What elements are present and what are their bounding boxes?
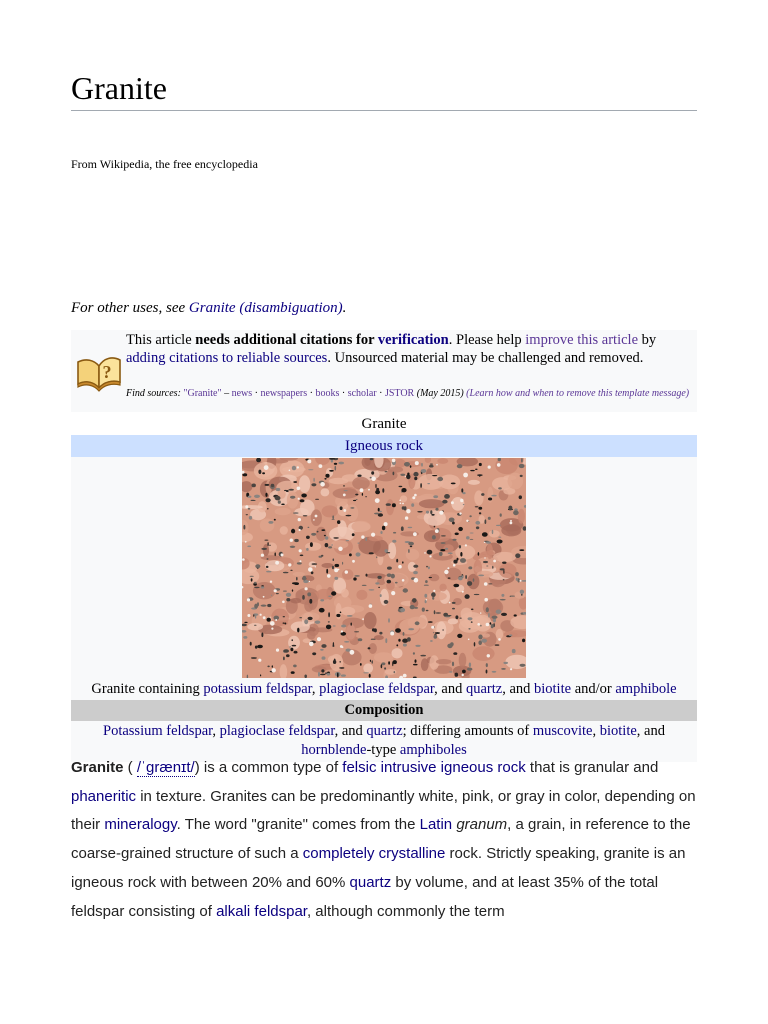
notice-text-2: . Please help — [448, 332, 526, 348]
improve-article-link[interactable]: improve this article — [525, 332, 639, 348]
tagline: From Wikipedia, the free encyclopedia — [71, 157, 258, 171]
ipa-pronunciation-link[interactable]: /ˈɡrænɪt/ — [136, 759, 195, 776]
para-text: . The word "granite" comes from the — [176, 816, 420, 834]
biotite-link[interactable]: biotite — [534, 681, 572, 697]
comp-sep: , — [212, 723, 220, 739]
comp-muscovite-link[interactable]: muscovite — [532, 723, 593, 739]
lead-term: Granite — [71, 759, 124, 776]
hatnote-suffix: . — [342, 300, 347, 316]
comp-sep: , — [592, 723, 600, 739]
hatnote-prefix: For other uses, see — [71, 300, 189, 316]
infobox-image-cell — [71, 457, 697, 679]
infobox — [71, 413, 697, 762]
comp-sep: -type — [366, 742, 400, 758]
find-jstor-link[interactable]: JSTOR — [384, 388, 415, 399]
find-query-link[interactable]: "Granite" — [183, 388, 222, 399]
image-caption — [71, 679, 697, 700]
book-question-icon — [74, 348, 124, 392]
comp-sep: ; differing amounts of — [402, 723, 533, 739]
para-text: , although commonly the term — [306, 902, 505, 920]
find-scholar-link[interactable]: scholar — [347, 388, 377, 399]
latin-word: granum — [456, 816, 508, 834]
learn-remove-link[interactable]: (Learn how and when to remove this template message) — [466, 388, 690, 399]
infobox-header — [71, 435, 697, 457]
para-text: in texture. Granites can be predominantly white, pink, or gray in color, depending on their — [71, 787, 696, 834]
caption-text: Granite containing — [91, 681, 204, 697]
alkali-feldspar-link[interactable]: alkali feldspar — [216, 902, 307, 920]
para-text: ( — [123, 759, 137, 776]
separator: · — [339, 388, 348, 399]
felsic-link[interactable]: felsic — [342, 759, 377, 776]
separator: · — [376, 388, 385, 399]
completely-crystalline-link[interactable]: completely crystalline — [302, 845, 446, 863]
separator: · — [307, 388, 316, 399]
find-news-link[interactable]: news — [231, 388, 253, 399]
para-text: , a grain, in reference to the coarse-grained structure of such a — [71, 816, 691, 863]
caption-sep: and/or — [571, 681, 616, 697]
igneous-rock-link[interactable]: Igneous rock — [345, 438, 423, 454]
para-text: ) is a common type of — [194, 759, 343, 776]
verification-link[interactable]: verification — [377, 332, 449, 348]
caption-sep: , and — [434, 681, 466, 697]
comp-sep: , and — [334, 723, 367, 739]
plagioclase-feldspar-link[interactable]: plagioclase feldspar — [319, 681, 435, 697]
quartz-link[interactable]: quartz — [465, 681, 503, 697]
para-text: rock. Strictly speaking, granite is an igneous rock with between 20% and 60% — [71, 845, 686, 891]
comp-amphiboles-link[interactable]: amphiboles — [399, 742, 467, 758]
separator: · — [252, 388, 261, 399]
page-title: Granite — [71, 70, 167, 106]
disambiguation-link[interactable]: Granite (disambiguation) — [188, 300, 343, 316]
quartz-body-link[interactable]: quartz — [349, 873, 392, 891]
para-text: that is granular and — [525, 759, 659, 776]
notice-text-3: by — [638, 332, 657, 348]
comp-plagioclase-link[interactable]: plagioclase feldspar — [219, 723, 335, 739]
title-divider — [71, 110, 697, 111]
comp-sep: , and — [636, 723, 665, 739]
infobox-title: Granite — [71, 413, 697, 435]
notice-bold: needs additional citations for — [195, 332, 378, 348]
adding-citations-link[interactable]: adding citations to reliable sources — [126, 350, 328, 366]
citation-needed-box — [71, 330, 697, 412]
comp-potassium-feldspar-link[interactable]: Potassium feldspar — [103, 723, 213, 739]
caption-sep: , and — [502, 681, 534, 697]
find-newspapers-link[interactable]: newspapers — [260, 388, 308, 399]
comp-hornblende-link[interactable]: hornblende — [301, 742, 367, 758]
composition-header: Composition — [71, 700, 697, 721]
para-text: by volume, and at least 35% of the total feldspar consisting of — [71, 873, 659, 920]
granite-image[interactable] — [242, 458, 526, 678]
notice-text-1: This article — [126, 332, 196, 348]
caption-sep: , — [311, 681, 320, 697]
svg-text:?: ? — [102, 362, 112, 382]
amphibole-link[interactable]: amphibole — [615, 681, 677, 697]
find-books-link[interactable]: books — [315, 388, 340, 399]
article-paragraph — [71, 754, 697, 926]
notice-text-4: . Unsourced material may be challenged and removed. — [327, 350, 644, 366]
find-dash: – — [221, 388, 232, 399]
latin-link[interactable]: Latin — [419, 816, 453, 834]
notice-date: (May 2015) — [414, 388, 467, 399]
citation-notice-text — [126, 331, 692, 367]
hatnote — [71, 300, 697, 317]
mineralogy-link[interactable]: mineralogy — [104, 816, 177, 834]
find-sources — [126, 387, 692, 400]
find-sources-label: Find sources: — [126, 388, 184, 399]
comp-biotite-link[interactable]: biotite — [599, 723, 637, 739]
igneous-rock-body-link[interactable]: igneous rock — [440, 759, 526, 776]
intrusive-link[interactable]: intrusive — [380, 759, 437, 776]
phaneritic-link[interactable]: phaneritic — [71, 787, 137, 805]
comp-quartz-link[interactable]: quartz — [366, 723, 403, 739]
potassium-feldspar-link[interactable]: potassium feldspar — [203, 681, 312, 697]
